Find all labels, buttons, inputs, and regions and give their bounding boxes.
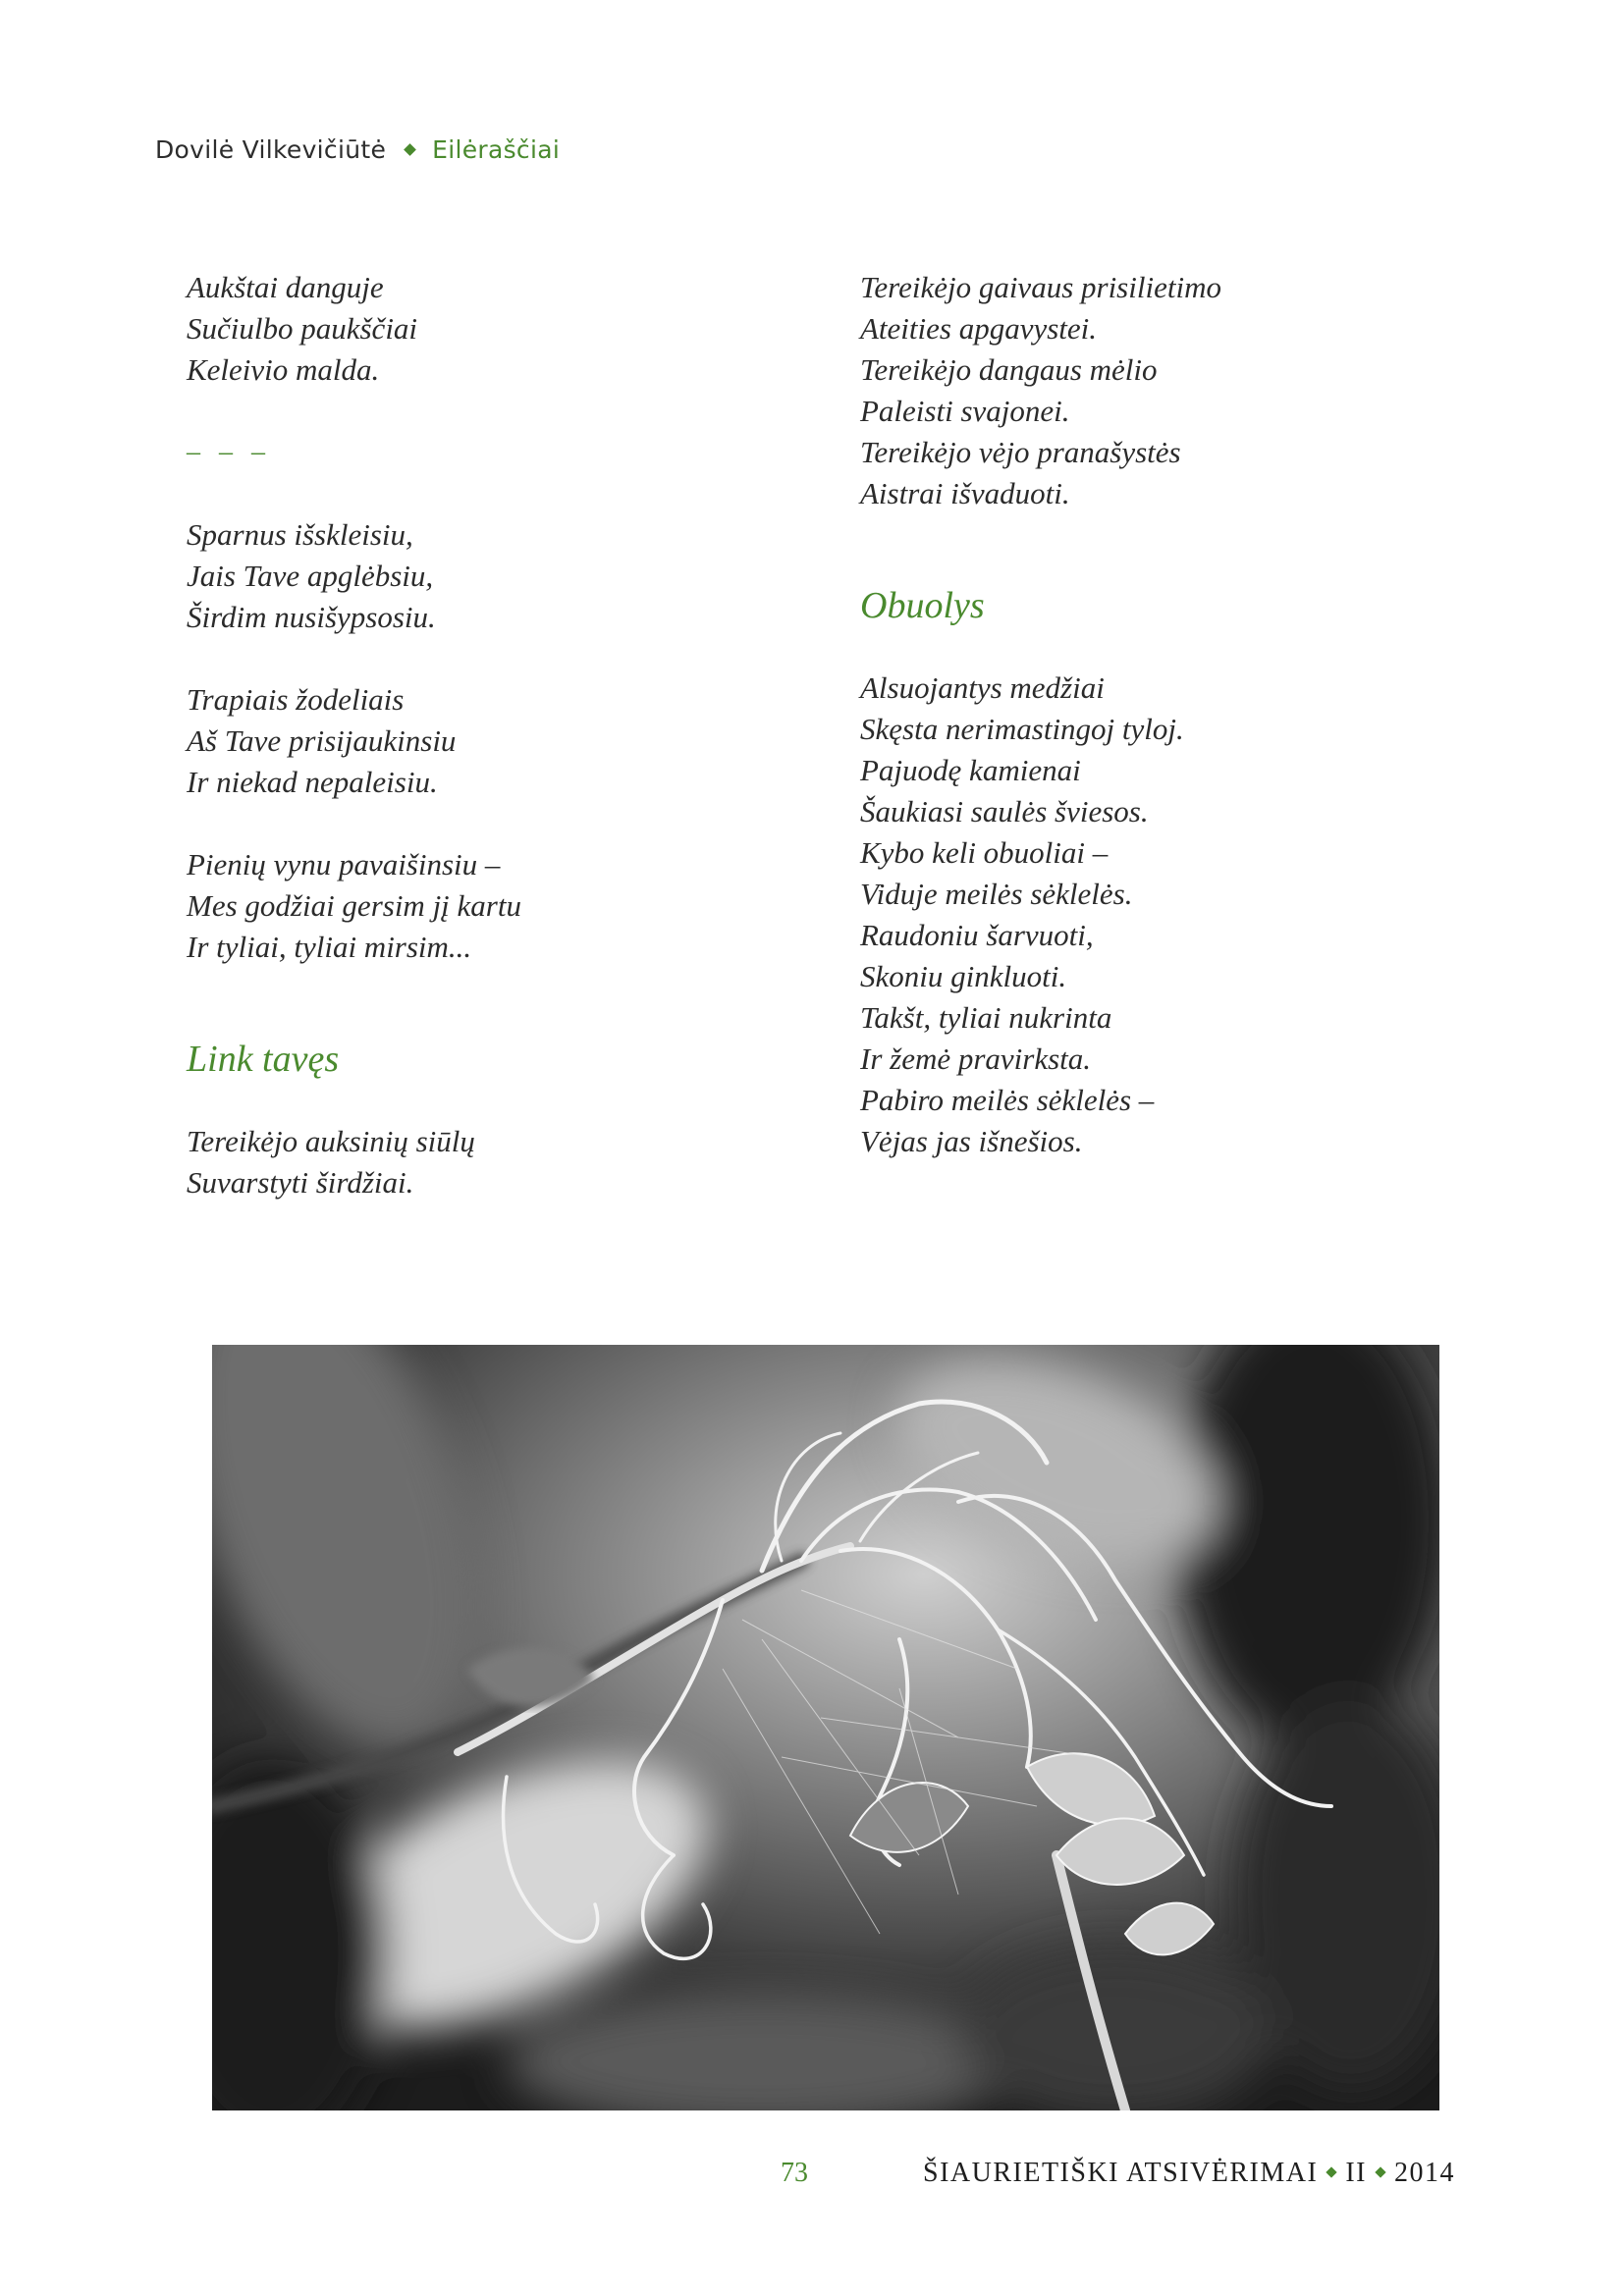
journal-year: 2014 <box>1393 2158 1455 2188</box>
poem-line: Vėjas jas išnešios. <box>860 1124 1083 1158</box>
section-title: Eilėraščiai <box>432 135 561 164</box>
poem-line: Raudoniu šarvuoti, <box>860 918 1094 952</box>
poem-line: Pajuodę kamienai <box>860 753 1081 787</box>
stanza <box>860 667 1469 1162</box>
author-name: Dovilė Vilkevičiūtė <box>155 135 387 164</box>
poem-line: Mes godžiai gersim jį kartu <box>187 888 521 923</box>
diamond-separator-icon <box>404 143 416 156</box>
plant-photo-illustration <box>212 1345 1439 2110</box>
poem-line: Aukštai danguje <box>187 270 384 304</box>
poem-line: Širdim nusišypsosiu. <box>187 600 436 634</box>
poem-line: Šaukiasi saulės šviesos. <box>860 794 1149 828</box>
poem-title-link-taves: Link tavęs <box>187 1039 340 1080</box>
stanza <box>187 1121 795 1203</box>
poem-line: Skoniu ginkluoti. <box>860 959 1067 993</box>
journal-name: ŠIAURIETIŠKI ATSIVĖRIMAI <box>923 2158 1319 2188</box>
poem-line: Paleisti svajonei. <box>860 394 1070 428</box>
plant-photo <box>212 1345 1439 2110</box>
poem-line: Suvarstyti širdžiai. <box>187 1165 414 1200</box>
poem-line: Viduje meilės sėklelės. <box>860 877 1133 911</box>
poem-line: Sparnus išskleisiu, <box>187 517 413 552</box>
stanza <box>187 267 795 391</box>
poem-line: Skęsta nerimastingoj tyloj. <box>860 712 1184 746</box>
poem-line: Alsuojantys medžiai <box>860 670 1105 705</box>
poem-line: Kybo keli obuoliai – <box>860 835 1109 870</box>
poem-line: Aš Tave prisijaukinsiu <box>187 723 457 758</box>
poem-separator: – – – <box>187 437 271 467</box>
poem-line: Tereikėjo auksinių siūlų <box>187 1124 475 1158</box>
poem-line: Aistrai išvaduoti. <box>860 476 1070 510</box>
journal-issue: II <box>1345 2158 1367 2188</box>
journal-title-line <box>923 2158 1455 2189</box>
running-header <box>155 135 560 164</box>
poem-line: Tereikėjo vėjo pranašystės <box>860 435 1181 469</box>
right-column <box>860 267 1469 1162</box>
diamond-separator-icon <box>1375 2166 1385 2177</box>
poem-line: Sučiulbo paukščiai <box>187 311 418 346</box>
poem-line: Keleivio malda. <box>187 352 380 387</box>
stanza <box>187 514 795 638</box>
poem-line: Ir niekad nepaleisiu. <box>187 765 438 799</box>
stanza <box>187 844 795 968</box>
page-number: 73 <box>781 2158 808 2188</box>
stanza <box>860 267 1469 514</box>
poem-line: Jais Tave apglėbsiu, <box>187 559 434 593</box>
poem-line: Takšt, tyliai nukrinta <box>860 1000 1112 1035</box>
poem-line: Ir žemė pravirksta. <box>860 1041 1092 1076</box>
left-column <box>187 267 795 1203</box>
stanza <box>187 679 795 803</box>
poem-line: Ateities apgavystei. <box>860 311 1098 346</box>
page-footer <box>0 2158 1624 2197</box>
poem-line: Pienių vynu pavaišinsiu – <box>187 847 501 881</box>
poem-line: Tereikėjo gaivaus prisilietimo <box>860 270 1221 304</box>
poem-line: Tereikėjo dangaus mėlio <box>860 352 1158 387</box>
diamond-separator-icon <box>1326 2166 1337 2177</box>
poem-line: Pabiro meilės sėklelės – <box>860 1083 1155 1117</box>
poem-line: Trapiais žodeliais <box>187 682 405 717</box>
poem-title-obuolys: Obuolys <box>860 585 985 626</box>
poem-line: Ir tyliai, tyliai mirsim... <box>187 930 472 964</box>
